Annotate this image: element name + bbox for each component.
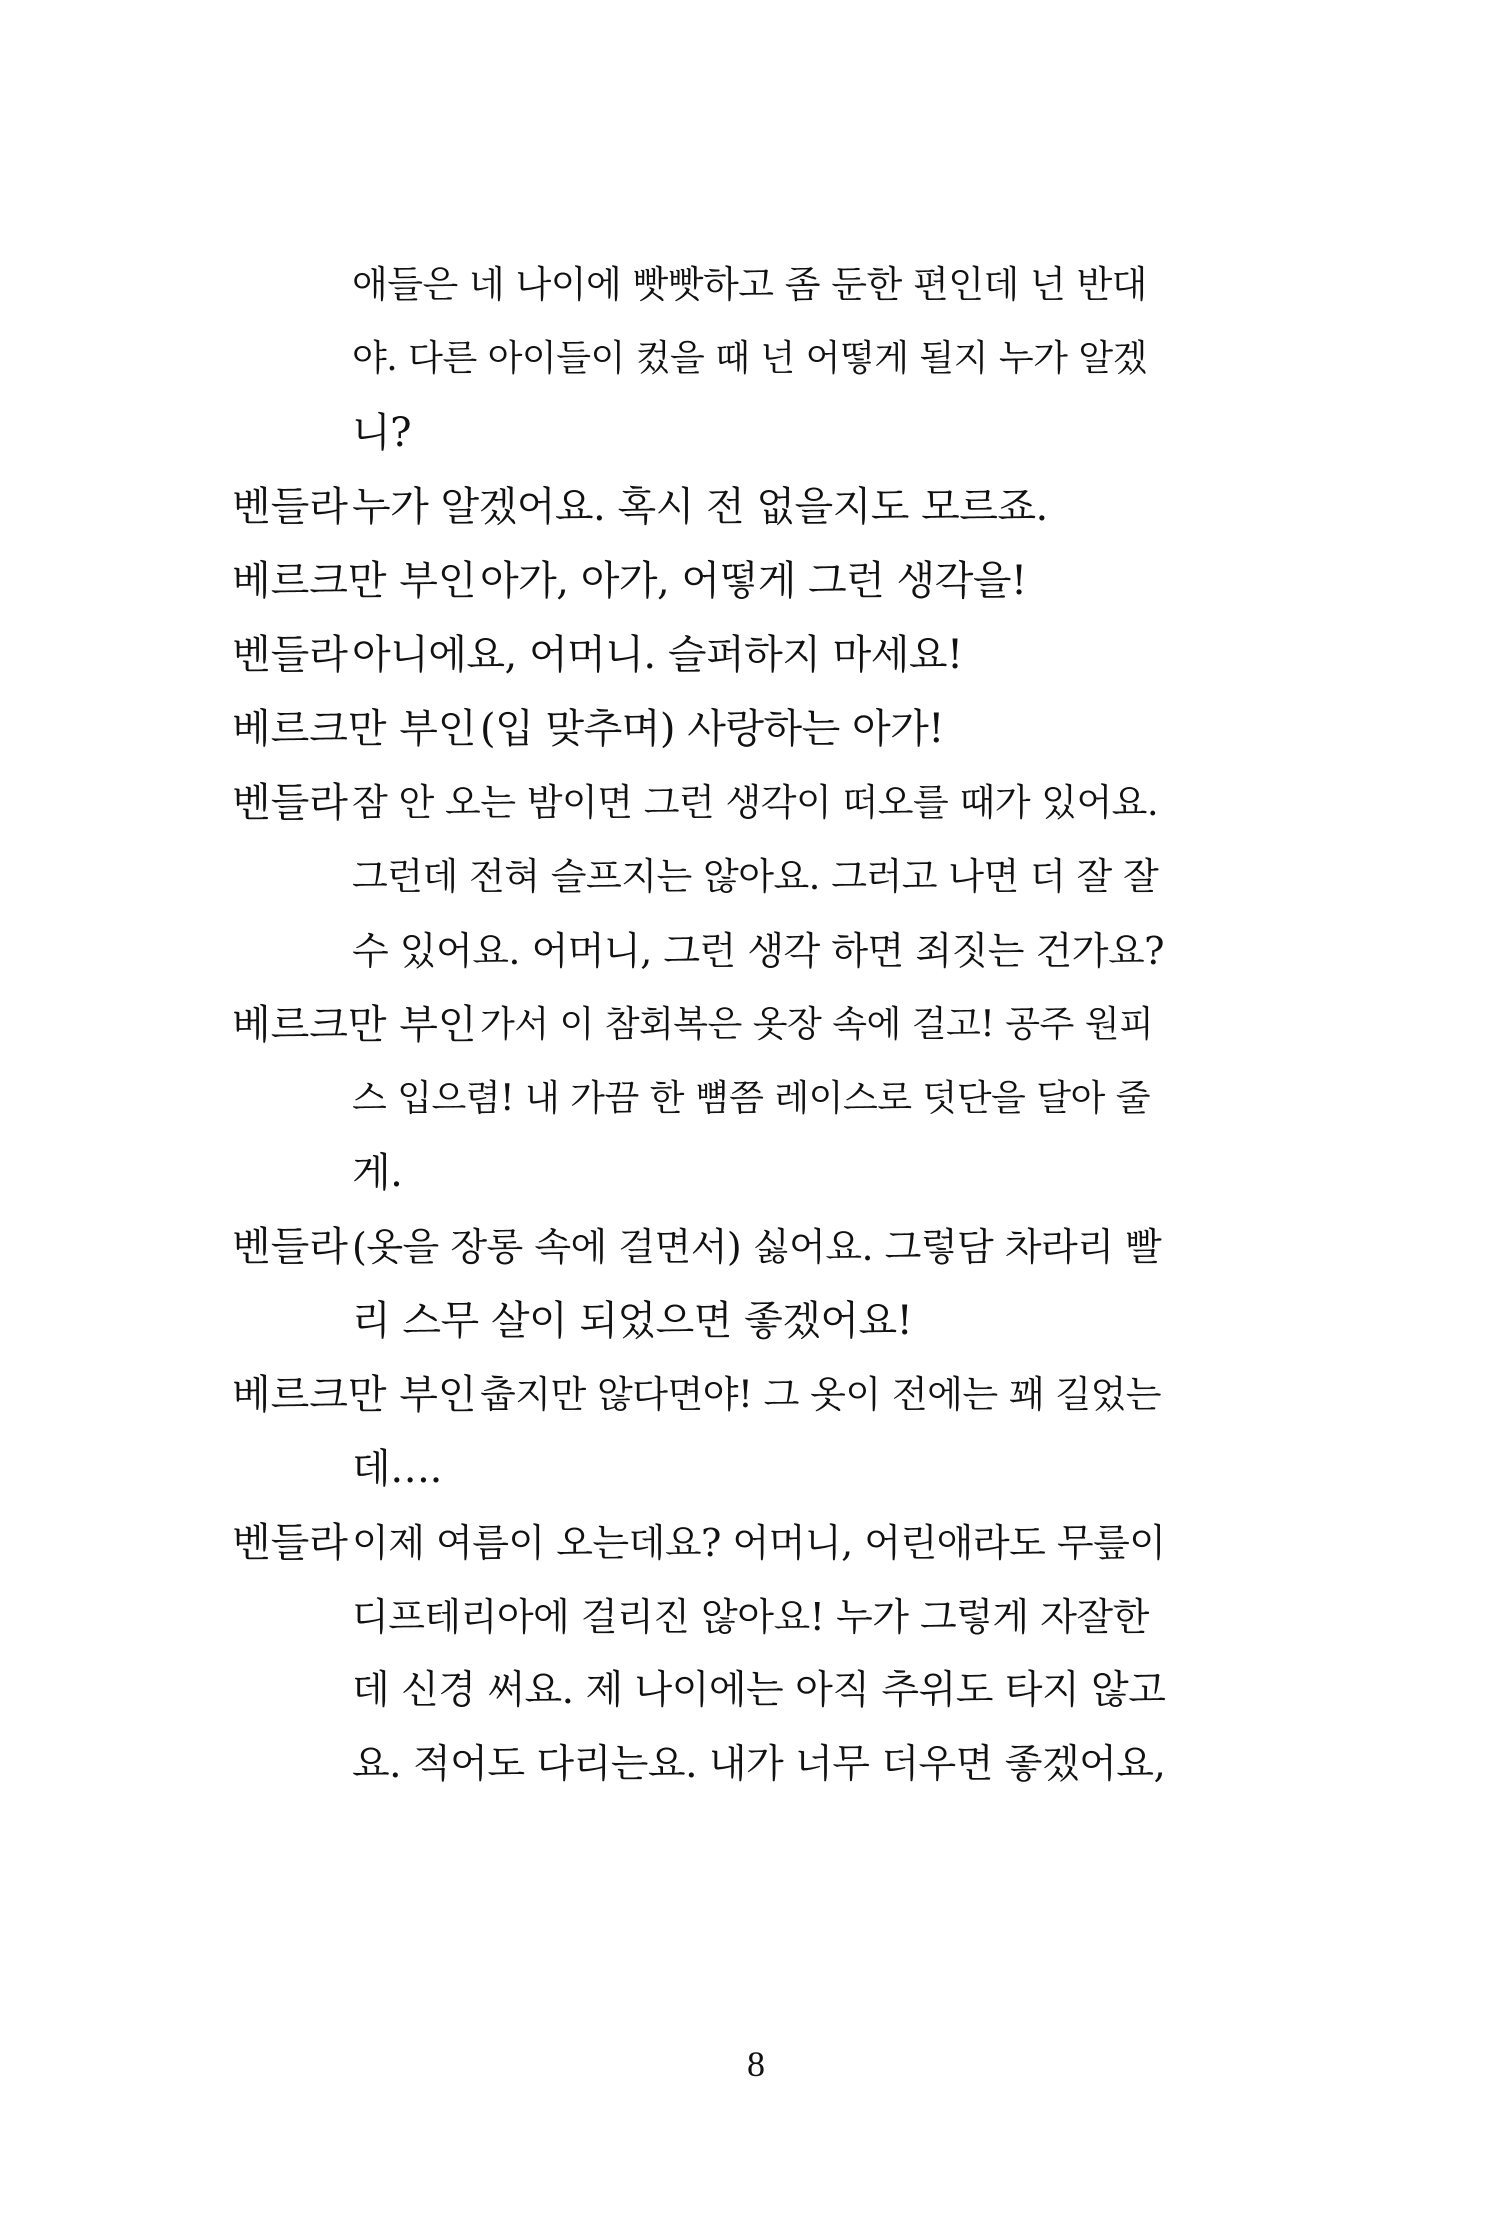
dialogue-text: 수 있어요. 어머니, 그런 생각 하면 죄짓는 건가요? bbox=[352, 929, 1165, 973]
speaker-name: 베르크만 부인 bbox=[232, 706, 477, 752]
dialogue-text: 이제 여름이 오는데요? 어머니, 어린애라도 무릎이 bbox=[352, 1521, 1166, 1565]
speaker-name: 벤들라 bbox=[232, 1520, 348, 1566]
dialogue-text: 야. 다른 아이들이 컸을 때 넌 어떻게 될지 누가 알겠 bbox=[352, 338, 1147, 379]
speaker-name: 벤들라 bbox=[232, 632, 348, 678]
page-number: 8 bbox=[747, 2044, 765, 2084]
dialogue-text: 애들은 네 나이에 빳빳하고 좀 둔한 편인데 넌 반대 bbox=[352, 263, 1147, 306]
speaker-name: 베르크만 부인 bbox=[232, 1002, 477, 1048]
dialogue-text: 누가 알겠어요. 혹시 전 없을지도 모르죠. bbox=[352, 484, 1048, 530]
speaker-name: 벤들라 bbox=[232, 780, 348, 826]
dialogue-text: 데 신경 써요. 제 나이에는 아직 추위도 타지 않고 bbox=[352, 1668, 1166, 1713]
dialogue-text: 게. bbox=[352, 1150, 403, 1196]
dialogue-text: 스 입으렴! 내 가끔 한 뼘쯤 레이스로 덧단을 달아 줄 bbox=[352, 1078, 1150, 1119]
dialogue-text: 그런데 전혀 슬프지는 않아요. 그러고 나면 더 잘 잘 bbox=[352, 855, 1159, 898]
dialogue-text: 리 스무 살이 되었으면 좋겠어요! bbox=[352, 1298, 913, 1344]
dialogue-text: 데…. bbox=[352, 1446, 442, 1492]
dialogue-text: 춥지만 않다면야! 그 옷이 전에는 꽤 길었는 bbox=[480, 1373, 1162, 1416]
speaker-name: 베르크만 부인 bbox=[232, 1372, 477, 1418]
speaker-name: 벤들라 bbox=[232, 484, 348, 530]
dialogue-text: 아가, 아가, 어떻게 그런 생각을! bbox=[480, 558, 1027, 604]
dialogue-text: 잠 안 오는 밤이면 그런 생각이 떠오를 때가 있어요. bbox=[352, 781, 1159, 824]
dialogue-text: 가서 이 참회복은 옷장 속에 걸고! 공주 원피 bbox=[480, 1004, 1154, 1045]
dialogue-text: (옷을 장롱 속에 걸면서) 싫어요. 그렇담 차라리 빨 bbox=[352, 1225, 1162, 1269]
dialogue-text: 니? bbox=[352, 410, 412, 456]
speaker-name: 베르크만 부인 bbox=[232, 558, 477, 604]
dialogue-text: 요. 적어도 다리는요. 내가 너무 더우면 좋겠어요, bbox=[352, 1742, 1166, 1787]
dialogue-text: 디프테리아에 걸리진 않아요! 누가 그렇게 자잘한 bbox=[352, 1595, 1149, 1639]
speaker-name: 벤들라 bbox=[232, 1224, 348, 1270]
dialogue-text: 아니에요, 어머니. 슬퍼하지 마세요! bbox=[352, 632, 963, 678]
dialogue-text: (입 맞추며) 사랑하는 아가! bbox=[480, 706, 944, 752]
